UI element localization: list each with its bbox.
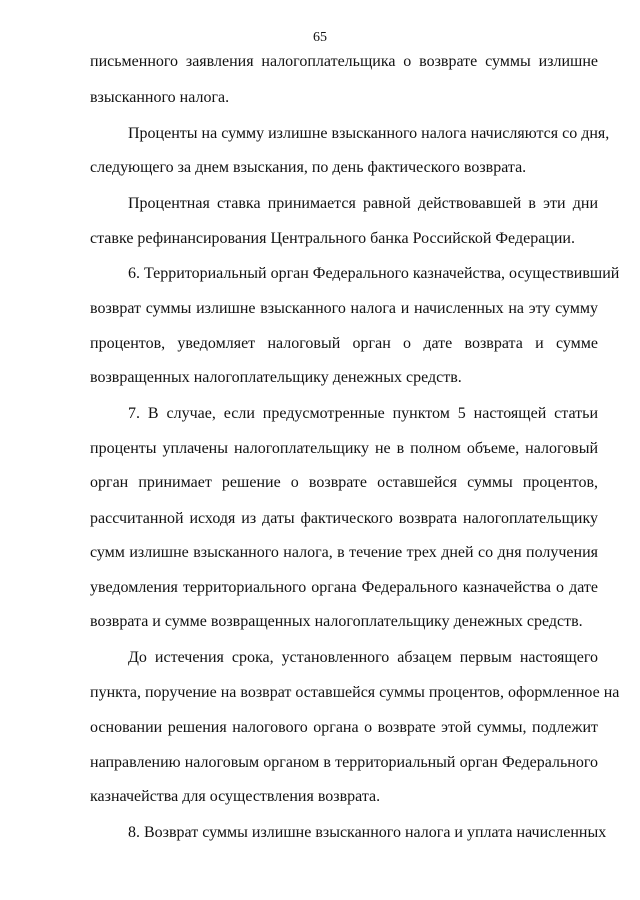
- text-line: проценты уплачены налогоплательщику не в полном объеме, налоговый: [90, 440, 598, 457]
- text-line: возврат суммы излишне взысканного налога и начисленных на эту сумму: [90, 300, 598, 317]
- text-line: уведомления территориального органа Федерального казначейства о дате: [90, 579, 598, 596]
- text-line: взысканного налога.: [90, 89, 230, 106]
- text-line: направлению налоговым органом в территориальный орган Федерального: [90, 754, 598, 771]
- text-line: Проценты на сумму излишне взысканного налога начисляются со дня,: [128, 125, 610, 142]
- text-line: орган принимает решение о возврате оставшейся суммы процентов,: [90, 474, 598, 491]
- text-line: следующего за днем взыскания, по день фактического возврата.: [90, 159, 527, 176]
- text-line: Процентная ставка принимается равной действовавшей в эти дни: [128, 195, 598, 212]
- text-line: возвращенных налогоплательщику денежных средств.: [90, 369, 462, 386]
- text-line: 8. Возврат суммы излишне взысканного налога и уплата начисленных: [128, 824, 607, 841]
- text-line: 7. В случае, если предусмотренные пунктом 5 настоящей статьи: [128, 405, 598, 422]
- text-line: пункта, поручение на возврат оставшейся суммы процентов, оформленное на: [90, 684, 620, 701]
- text-line: основании решения налогового органа о возврате этой суммы, подлежит: [90, 719, 598, 736]
- text-line: письменного заявления налогоплательщика о возврате суммы излишне: [90, 53, 598, 70]
- text-line: рассчитанной исходя из даты фактического возврата налогоплательщику: [90, 510, 598, 527]
- text-line: процентов, уведомляет налоговый орган о дате возврата и сумме: [90, 335, 598, 352]
- text-line: 6. Территориальный орган Федерального казначейства, осуществивший: [128, 265, 620, 282]
- page-number: 65: [313, 30, 327, 45]
- text-line: До истечения срока, установленного абзацем первым настоящего: [128, 649, 598, 666]
- text-line: казначейства для осуществления возврата.: [90, 788, 381, 805]
- text-line: ставке рефинансирования Центрального банка Российской Федерации.: [90, 230, 575, 247]
- text-line: сумм излишне взысканного налога, в течение трех дней со дня получения: [90, 544, 598, 561]
- text-line: возврата и сумме возвращенных налогоплательщику денежных средств.: [90, 613, 583, 630]
